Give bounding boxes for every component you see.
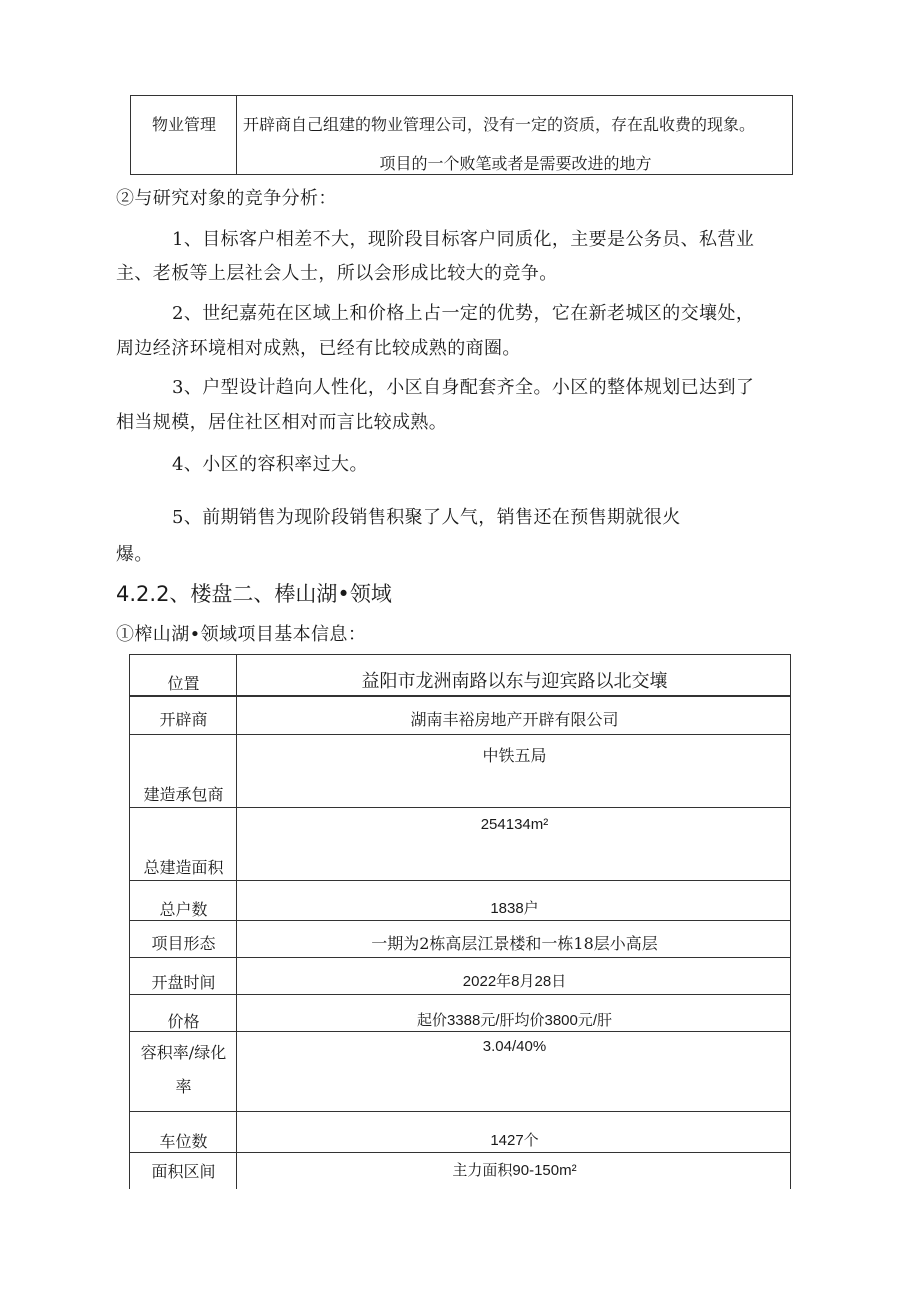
row-key-contractor — [129, 734, 237, 808]
info-intro: ①榨山湖•领域项目基本信息： — [116, 624, 367, 645]
compete-point-3-line1: 3、户型设计趋向人性化，小区自身配套齐全。小区的整体规划已达到了 — [172, 377, 755, 398]
table-row — [130, 995, 792, 1032]
row-key-label: 建造承包商 — [143, 785, 224, 804]
table-row — [130, 1112, 792, 1153]
project-info-table — [130, 655, 792, 1189]
row-key-ratio — [129, 1031, 237, 1112]
row-value-text: 一期为2栋高层江景楼和一栋18层小高层 — [371, 934, 658, 953]
row-value-text: 1427个 — [490, 1132, 539, 1149]
row-value-contractor — [236, 734, 791, 808]
row-value-text: 254134m² — [480, 816, 549, 833]
table-row — [130, 735, 792, 808]
row-key-developer — [129, 696, 237, 735]
row-key-form — [129, 920, 237, 958]
table-row — [130, 921, 792, 958]
compete-point-2-line2: 周边经济环境相对成熟，已经有比较成熟的商圈。 — [116, 338, 521, 359]
row-value-text: 益阳市龙洲南路以东与迎宾路以北交壤 — [361, 671, 668, 692]
row-value-text: 起价3388元/肝均价3800元/肝 — [416, 1012, 613, 1029]
row-value-households — [236, 880, 791, 921]
row-value-location — [236, 654, 791, 696]
row-key-label: 容积率/绿化 — [140, 1043, 227, 1062]
row-key-location — [129, 654, 237, 696]
row-key-label: 总户数 — [159, 900, 208, 919]
row-value-area — [236, 807, 791, 881]
property-management-text-line2: 项目的一个败笔或者是需要改进的地方 — [379, 154, 652, 173]
compete-point-1-line2: 主、老板等上层社会人士，所以会形成比较大的竞争。 — [116, 263, 558, 284]
table-row — [130, 1032, 792, 1112]
row-key-label: 开盘时间 — [151, 973, 216, 992]
table-row — [130, 1153, 792, 1189]
property-management-label: 物业管理 — [151, 115, 216, 134]
compete-point-3-line2: 相当规模，居住社区相对而言比较成熟。 — [116, 412, 448, 433]
row-key-area — [129, 807, 237, 881]
row-key-label: 车位数 — [159, 1132, 208, 1151]
row-value-developer — [236, 696, 791, 735]
row-value-text: 中铁五局 — [482, 746, 547, 765]
row-key-label: 开辟商 — [159, 710, 208, 729]
row-value-price — [236, 994, 791, 1032]
row-key-label: 总建造面积 — [143, 858, 224, 877]
row-value-parking — [236, 1111, 791, 1153]
row-key-label: 位置 — [167, 674, 200, 693]
property-management-table — [130, 95, 793, 175]
row-key-price — [129, 994, 237, 1032]
table-value-cell — [236, 95, 793, 175]
compete-point-1-line1: 1、目标客户相差不大，现阶段目标客户同质化，主要是公务员、私营业 — [172, 229, 755, 250]
row-key-label: 价格 — [167, 1012, 200, 1031]
compete-title: ②与研究对象的竞争分析： — [116, 188, 337, 209]
table-row — [130, 881, 792, 921]
compete-point-4: 4、小区的容积率过大。 — [172, 454, 368, 475]
row-key-parking — [129, 1111, 237, 1153]
row-key-area-range — [129, 1152, 237, 1189]
property-management-text-line1: 开辟商自己组建的物业管理公司，没有一定的资质，存在乱收费的现象。 — [243, 115, 756, 134]
row-value-opening — [236, 957, 791, 995]
table-key-cell — [130, 95, 237, 175]
table-row — [130, 808, 792, 881]
table-row — [130, 697, 792, 735]
row-key-label: 面积区间 — [151, 1162, 216, 1181]
row-key-opening — [129, 957, 237, 995]
table-row — [130, 958, 792, 995]
row-value-ratio — [236, 1031, 791, 1112]
row-key-label-cont: 率 — [175, 1077, 192, 1096]
row-value-text: 3.04/40% — [482, 1038, 547, 1055]
row-key-households — [129, 880, 237, 921]
row-value-text: 湖南丰裕房地产开辟有限公司 — [410, 710, 619, 729]
compete-point-5-line1: 5、前期销售为现阶段销售积聚了人气，销售还在预售期就很火 — [172, 507, 681, 528]
row-value-area-range — [236, 1152, 791, 1189]
row-value-text: 主力面积90-150m² — [452, 1162, 577, 1179]
section-heading: 4.2.2、楼盘二、棒山湖•领域 — [116, 582, 392, 606]
row-value-text: 1838户 — [490, 900, 539, 917]
table-row — [130, 655, 792, 697]
row-key-label: 项目形态 — [151, 934, 216, 953]
compete-point-5-line2: 爆。 — [116, 544, 153, 565]
row-value-text: 2022年8月28日 — [462, 973, 567, 990]
row-value-form — [236, 920, 791, 958]
compete-point-2-line1: 2、世纪嘉苑在区域上和价格上占一定的优势，它在新老城区的交壤处， — [172, 303, 755, 324]
